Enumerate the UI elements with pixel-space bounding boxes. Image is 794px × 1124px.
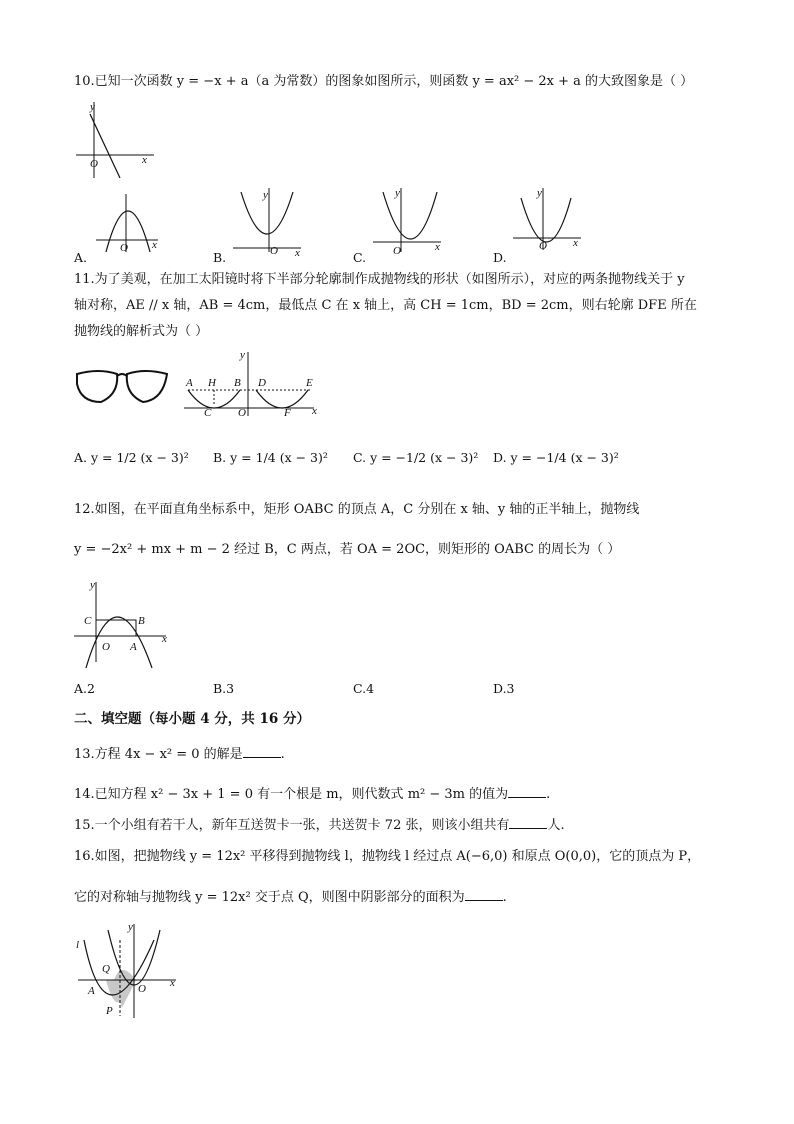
svg-text:y: y [90,579,95,591]
svg-text:O: O [270,245,278,257]
svg-text:A: A [88,985,95,997]
q12-option-b[interactable]: B.3 [213,681,235,696]
q11-stem-line3: 抛物线的解析式为（ ） [74,324,209,339]
q10-option-c[interactable]: C. [353,250,367,265]
svg-text:x: x [142,154,147,166]
q16-answer-blank[interactable] [465,888,503,901]
q14-answer-blank[interactable] [508,785,546,798]
svg-text:y: y [240,349,245,361]
q13 [74,745,285,764]
svg-text:B: B [138,615,145,627]
q11-figure [184,348,324,418]
svg-text:C: C [84,615,92,627]
svg-text:O: O [539,240,547,252]
q10-option-a[interactable]: A. [74,250,88,265]
q10-linear-graph [76,100,156,180]
svg-text:H: H [208,377,216,389]
q11-option-d[interactable] [493,450,619,466]
svg-text:D: D [258,377,266,389]
svg-text:A: A [130,641,137,653]
svg-text:P: P [106,1005,113,1017]
svg-text:x: x [312,405,317,417]
svg-text:F: F [284,407,291,419]
svg-text:O: O [238,407,246,419]
svg-text:x: x [152,239,157,251]
q16-end: . [502,890,507,905]
q10-stem: 10.已知一次函数 y = −x + a（a 为常数）的图象如图所示，则函数 y = ax² − 2x + a 的大致图象是（ ） [74,74,694,89]
svg-text:C: C [204,407,212,419]
q16-stem-line2 [74,888,507,907]
svg-text:l: l [76,939,80,951]
svg-text:A: A [186,377,193,389]
q10-option-c-graph [373,186,445,256]
q10-option-b[interactable]: B. [213,250,227,265]
svg-text:O: O [120,242,128,254]
q12-option-a[interactable]: A.2 [74,681,95,696]
q11-option-c-text: C. y = −1/2 (x − 3)² [353,450,479,465]
svg-text:Q: Q [102,963,110,975]
q13-text: 13.方程 4x − x² = 0 的解是 [74,747,243,762]
section-2-title: 二、填空题（每小题 4 分，共 16 分） [74,711,310,727]
svg-text:O: O [138,983,146,995]
q11-option-c[interactable] [353,450,478,466]
q12-option-c[interactable]: C.4 [353,681,375,696]
svg-text:E: E [306,377,313,389]
q11-option-b[interactable] [213,450,328,466]
q16-stem-line1: 16.如图，把抛物线 y = 12x² 平移得到抛物线 l，抛物线 l 经过点 A(−6,0) 和原点 O(0,0)，它的顶点为 P， [74,849,701,864]
q11-option-d-text: D. y = −1/4 (x − 3)² [493,450,619,465]
q11-stem-line1: 11.为了美观，在加工太阳镜时将下半部分轮廓制作成抛物线的形状（如图所示），对应的两条抛物线关于 y [74,272,685,287]
svg-text:O: O [102,641,110,653]
q10-option-d-graph [513,186,585,256]
svg-text:y: y [537,187,542,199]
svg-text:y: y [128,921,133,933]
svg-text:y: y [263,189,268,201]
q16-figure [76,920,186,1020]
q15-end: 人. [547,818,565,833]
svg-text:O: O [393,245,401,257]
q10-option-a-graph [96,190,162,255]
q11-option-a-text: A. y = 1/2 (x − 3)² [74,450,189,465]
svg-text:y: y [395,187,400,199]
q13-answer-blank[interactable] [243,745,281,758]
svg-text:x: x [170,977,175,989]
svg-text:x: x [162,633,167,645]
q10-option-d[interactable]: D. [493,250,507,265]
q12-stem-line2: y = −2x² + mx + m − 2 经过 B，C 两点，若 OA = 2OC，则矩形的 OABC 的周长为（ ） [74,542,621,557]
svg-text:O: O [90,158,98,170]
svg-text:B: B [234,377,241,389]
q12-figure [74,576,174,668]
q14-end: . [546,787,551,802]
q13-end: . [280,747,285,762]
svg-text:x: x [573,237,578,249]
sunglasses-icon [75,368,169,408]
q11-stem-line2: 轴对称，AE // x 轴，AB = 4cm，最低点 C 在 x 轴上，高 CH = 1cm，BD = 2cm，则右轮廓 DFE 所在 [74,298,697,313]
svg-text:x: x [435,241,440,253]
q14-text: 14.已知方程 x² − 3x + 1 = 0 有一个根是 m，则代数式 m² − 3m 的值为 [74,787,509,802]
q10-option-b-graph [233,186,305,259]
q11-option-a[interactable] [74,450,189,466]
q16-text: 它的对称轴与抛物线 y = 12x² 交于点 Q，则图中阴影部分的面积为 [74,890,465,905]
svg-text:y: y [90,101,95,113]
q15-answer-blank[interactable] [509,816,547,829]
q15 [74,816,565,835]
q15-text: 15.一个小组有若干人，新年互送贺卡一张，共送贺卡 72 张，则该小组共有 [74,818,510,833]
svg-text:x: x [295,247,300,259]
q12-option-d[interactable]: D.3 [493,681,515,696]
q12-stem-line1: 12.如图，在平面直角坐标系中，矩形 OABC 的顶点 A，C 分别在 x 轴、y 轴的正半轴上，抛物线 [74,502,640,517]
q14 [74,785,550,804]
q11-option-b-text: B. y = 1/4 (x − 3)² [213,450,328,465]
